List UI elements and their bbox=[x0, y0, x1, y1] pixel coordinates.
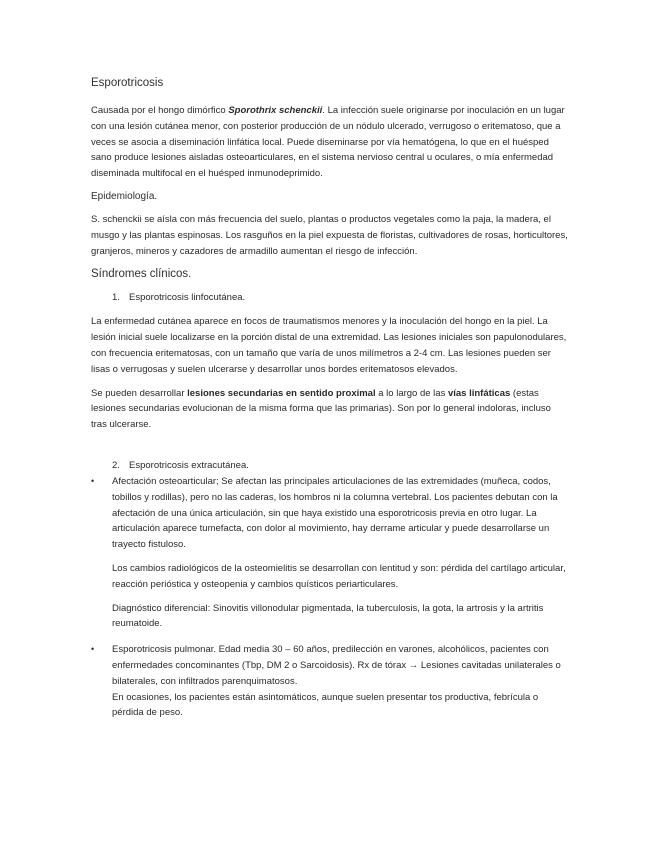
lymphocutaneous-paragraph-1: La enfermedad cutánea aparece en focos de traumatismos menores y la inoculación del hongo en la piel. La lesión inicial suele localizarse en la porción distal de una extremidad. Las lesiones iniciales son papulonodulares, con frecuencia eritematosas, con un tamaño que varía de unos milímetros a 2-4 cm. Las lesiones pueden ser lisas o verrugosas y suelen ulcerarse y desarrollar unos bordes eritematosos elevados. bbox=[91, 316, 567, 375]
item-number: 1. bbox=[112, 292, 120, 304]
clinical-syndromes-heading: Síndromes clínicos. bbox=[91, 268, 192, 281]
lymphocutaneous-paragraph-2 bbox=[91, 386, 569, 433]
item-number: 2. bbox=[112, 459, 120, 471]
pulmonary-text-2: En ocasiones, los pacientes están asintomáticos, aunque suelen presentar tos productiva, febrícula o pérdida de peso. bbox=[112, 691, 539, 719]
page-title: Esporotricosis bbox=[91, 77, 164, 89]
radiologic-changes-paragraph: Los cambios radiológicos de la osteomielitis se desarrollan con lentitud y son: pérdida del cartílago articular, reacción perióstica y osteopenia y cambios quísticos periarticulares. bbox=[112, 562, 566, 590]
pulmonary-text: Esporotricosis pulmonar. Edad media 30 – 60 años, predilección en varones, alcohólicos, pacientes con enfermedades concominantes (Tbp, DM 2 o Sarcoidosis). Rx de tórax → Lesiones cavitadas unilaterales o bilaterales, con infiltrados parenquimatosos. bbox=[112, 644, 561, 687]
numbered-item-1 bbox=[91, 290, 569, 305]
intro-paragraph bbox=[91, 103, 569, 182]
bullet-item-osteoarticular bbox=[91, 474, 569, 553]
epidemiology-paragraph: S. schenckii se aísla con más frecuencia del suelo, plantas o productos vegetales como la paja, la madera, el musgo y las plantas espinosas. Los rasguños en la piel expuesta de floristas, cultivadores de rosas, horticultores, granjeros, mineros y cazadores de armadillo aumentan el riesgo de infección. bbox=[91, 213, 568, 257]
osteoarticular-text: Afectación osteoarticular; Se afectan las principales articulaciones de las extremidades (muñeca, codos, tobillos y rodillas), pero no las caderas, los hombros ni la columna vertebral. Los pacientes debutan con la afectación de una única articulación, sin que haya existido una esporotricosis previa en otro lugar. La articulación aparece tumefacta, con dolor al movimiento, hay derrame articular y puede desarrollarse un trayecto fistuloso. bbox=[112, 475, 558, 551]
text-run: (estas lesiones secundarias evolucionan de la misma forma que las primarias). Son por lo general indoloras, incluso tras ulcerarse. bbox=[91, 387, 551, 431]
numbered-item-2 bbox=[91, 458, 569, 473]
bold-secondary-lesions: lesiones secundarias en sentido proximal bbox=[187, 387, 376, 399]
bullet-item-pulmonary bbox=[91, 642, 569, 721]
item-label: Esporotricosis linfocutánea. bbox=[129, 292, 246, 304]
document-body bbox=[91, 76, 569, 721]
item-label: Esporotricosis extracutánea. bbox=[129, 459, 249, 471]
epidemiology-heading: Epidemiología. bbox=[91, 190, 158, 202]
intro-text-start: Causada por el hongo dimórfico bbox=[91, 105, 229, 116]
text-run: a lo largo de las bbox=[375, 387, 448, 399]
bullet-icon: • bbox=[91, 475, 95, 486]
intro-text-rest: . La infección suele originarse por inoculación en un lugar con una lesión cutánea menor, con posterior producción de un nódulo ulcerado, verrugoso o eritematoso, que a veces se asocia a diseminación linfática local. Puede diseminarse por vía hematógena, lo que en el huésped sano produce lesiones aisladas osteoarticulares, en el sistema nervioso central u oculares, o mía enfermedad diseminada multifocal en el huésped inmunodeprimido. bbox=[91, 105, 565, 180]
species-name: Sporothrix schenckii bbox=[228, 105, 323, 116]
bold-lymphatic-vessels: vías linfáticas bbox=[447, 387, 511, 399]
text-run: Se pueden desarrollar bbox=[91, 387, 188, 399]
differential-diagnosis-paragraph: Diagnóstico diferencial: Sinovitis villonodular pigmentada, la tuberculosis, la gota, la artrosis y la artritis reumatoide. bbox=[112, 602, 544, 630]
bullet-icon: • bbox=[91, 644, 95, 655]
